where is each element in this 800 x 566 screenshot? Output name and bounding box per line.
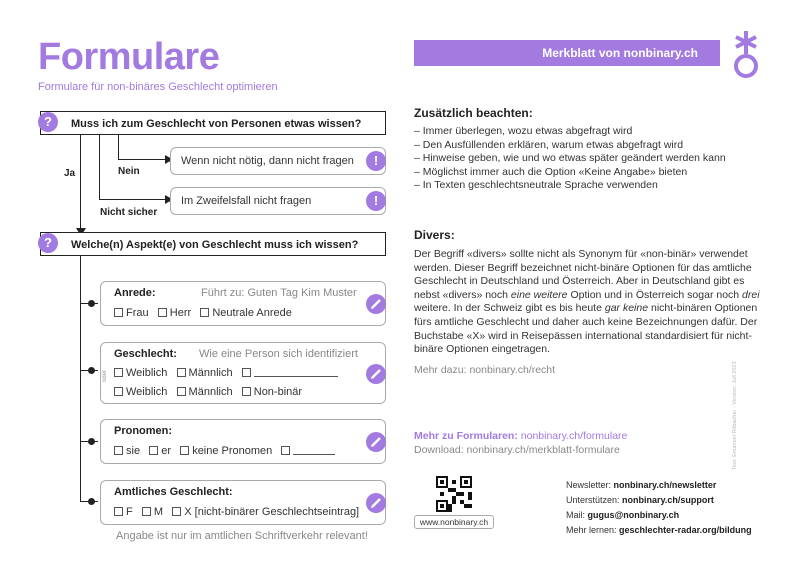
- checkbox[interactable]: [177, 368, 186, 377]
- flow-line-nein: [118, 135, 119, 160]
- answer-text-nicht-sicher: Im Zweifelsfall nicht fragen: [181, 195, 312, 207]
- card-geschlecht: [100, 342, 386, 404]
- list-item: – Hinweise geben, wie und wo etwas später geändert werden kann: [414, 152, 774, 166]
- exclamation-icon: !: [366, 151, 386, 171]
- question-icon: ?: [38, 112, 58, 132]
- checkbox[interactable]: [114, 446, 123, 455]
- mehr-formulare-label: Mehr zu Formularen:: [414, 430, 518, 442]
- tree-node: [88, 300, 95, 307]
- checkbox[interactable]: [158, 308, 167, 317]
- flow-line-nicht-sicher: [99, 135, 100, 199]
- option-label: sie: [126, 445, 141, 457]
- option-label: Frau: [126, 307, 149, 319]
- checkbox[interactable]: [149, 446, 158, 455]
- question-icon: ?: [38, 233, 58, 253]
- blank-line[interactable]: [293, 454, 335, 455]
- mehr-formulare-link[interactable]: nonbinary.ch/formulare: [520, 430, 628, 442]
- oder-label: oder: [102, 369, 109, 383]
- amtlich-note: Angabe ist nur im amtlichen Schriftverkehr relevant!: [116, 530, 368, 542]
- question-2-box: [40, 232, 386, 256]
- checkbox[interactable]: [114, 368, 123, 377]
- list-item: – Den Ausfüllenden erklären, warum etwas abgefragt wird: [414, 139, 774, 153]
- blank-line[interactable]: [254, 376, 338, 377]
- zusatz-list: [414, 125, 774, 193]
- card-title: Geschlecht:: [114, 348, 177, 360]
- answer-label-nicht-sicher: Nicht sicher: [100, 207, 158, 218]
- option-label: Männlich: [188, 367, 233, 379]
- card-hint: Wie eine Person sich identifiziert: [199, 348, 358, 360]
- checkbox[interactable]: [142, 507, 151, 516]
- flow-arrow-nicht-sicher: [99, 199, 172, 200]
- tree-node: [88, 367, 95, 374]
- question-2-text: Welche(n) Aspekt(e) von Geschlecht muss ich wissen?: [71, 239, 359, 251]
- option-label: Non-binär: [253, 386, 303, 398]
- option-label: F: [126, 506, 133, 518]
- exclamation-icon: !: [366, 191, 386, 211]
- section-title-divers: Divers:: [414, 228, 455, 242]
- vertical-credit: Text: Emanuel Röbacher · Version: Juli 2023: [732, 361, 738, 470]
- footer-link-support[interactable]: Unterstützen: nonbinary.ch/support: [566, 495, 714, 505]
- option-label: Weiblich: [126, 386, 168, 398]
- checkbox[interactable]: [114, 308, 123, 317]
- pencil-icon: [366, 493, 386, 513]
- option-label: er: [161, 445, 172, 457]
- checkbox[interactable]: [177, 387, 186, 396]
- mehr-formulare: [414, 430, 627, 444]
- checkbox[interactable]: [242, 368, 251, 377]
- nonbinary-symbol-icon: [726, 26, 766, 82]
- answer-text-nein: Wenn nicht nötig, dann nicht fragen: [181, 155, 354, 167]
- footer-link-newsletter[interactable]: Newsletter: nonbinary.ch/newsletter: [566, 480, 717, 490]
- option-label: Weiblich: [126, 367, 168, 379]
- option-label: Herr: [169, 307, 192, 319]
- footer-link-mail[interactable]: Mail: gugus@nonbinary.ch: [566, 510, 680, 520]
- answer-label-nein: Nein: [118, 166, 140, 177]
- answer-box-nicht-sicher: [170, 187, 386, 215]
- pencil-icon: [366, 364, 386, 384]
- checkbox[interactable]: [172, 507, 181, 516]
- tree-node: [88, 438, 95, 445]
- question-1-box: [40, 111, 386, 135]
- checkbox[interactable]: [180, 446, 189, 455]
- checkbox[interactable]: [242, 387, 251, 396]
- tree-node: [88, 498, 95, 505]
- section-title-zusatz: Zusätzlich beachten:: [414, 106, 533, 120]
- question-1-text: Muss ich zum Geschlecht von Personen etwas wissen?: [71, 118, 362, 130]
- card-anrede: [100, 281, 386, 326]
- card-title: Anrede:: [114, 287, 156, 299]
- answer-box-nein: [170, 147, 386, 175]
- list-item: – Immer überlegen, wozu etwas abgefragt wird: [414, 125, 774, 139]
- divers-paragraph: Der Begriff «divers» sollte nicht als Synonym für «non-binär» verwendet werden. Dieser Begriff bezeichnet nicht-binäre Optionen für das amtliche Geschlecht in Deutschland und Österreich. Aber in Deutschland gibt es nebst «divers» noch eine weitere Option und in Österreich sogar noch drei weitere. In der Schweiz gibt es bis heute gar keine nicht-binären Optionen fürs amtliche Geschlecht und daher auch keine Bezeichnungen dafür. Der Buchstabe «X» wird in Reisepässen international standardisiert für nicht-binäre Optionen eingetragen.: [414, 248, 760, 356]
- card-title: Amtliches Geschlecht:: [114, 486, 233, 498]
- checkbox[interactable]: [114, 387, 123, 396]
- page-title: Formulare: [38, 36, 220, 78]
- pencil-icon: [366, 432, 386, 452]
- card-amtliches-geschlecht: [100, 480, 386, 525]
- card-title: Pronomen:: [114, 425, 173, 437]
- list-item: – Möglichst immer auch die Option «Keine Angabe» bieten: [414, 166, 774, 180]
- mehr-dazu-link[interactable]: Mehr dazu: nonbinary.ch/recht: [414, 364, 556, 376]
- option-label: Neutrale Anrede: [212, 307, 292, 319]
- flow-arrow-nein: [118, 159, 172, 160]
- checkbox[interactable]: [114, 507, 123, 516]
- download-link[interactable]: Download: nonbinary.ch/merkblatt-formulare: [414, 444, 620, 456]
- footer-link-bildung[interactable]: Mehr lernen: geschlechter-radar.org/bildung: [566, 525, 752, 535]
- checkbox[interactable]: [281, 446, 290, 455]
- card-pronomen: [100, 419, 386, 464]
- card-hint: Führt zu: Guten Tag Kim Muster: [201, 287, 357, 299]
- list-item: – In Texten geschlechtsneutrale Sprache verwenden: [414, 179, 774, 193]
- pencil-icon: [366, 294, 386, 314]
- option-label: M: [153, 506, 164, 518]
- checkbox[interactable]: [200, 308, 209, 317]
- option-label: keine Pronomen: [192, 445, 273, 457]
- option-label: Männlich: [188, 386, 233, 398]
- tree-line: [80, 256, 81, 501]
- qr-caption[interactable]: www.nonbinary.ch: [414, 515, 494, 529]
- answer-label-ja: Ja: [64, 168, 76, 179]
- option-label: X [nicht-binärer Geschlechtseintrag]: [184, 506, 360, 518]
- qr-code-icon: [436, 476, 472, 512]
- page-subtitle: Formulare für non-binäres Geschlecht optimieren: [38, 81, 278, 93]
- header-banner: Merkblatt von nonbinary.ch: [414, 40, 720, 66]
